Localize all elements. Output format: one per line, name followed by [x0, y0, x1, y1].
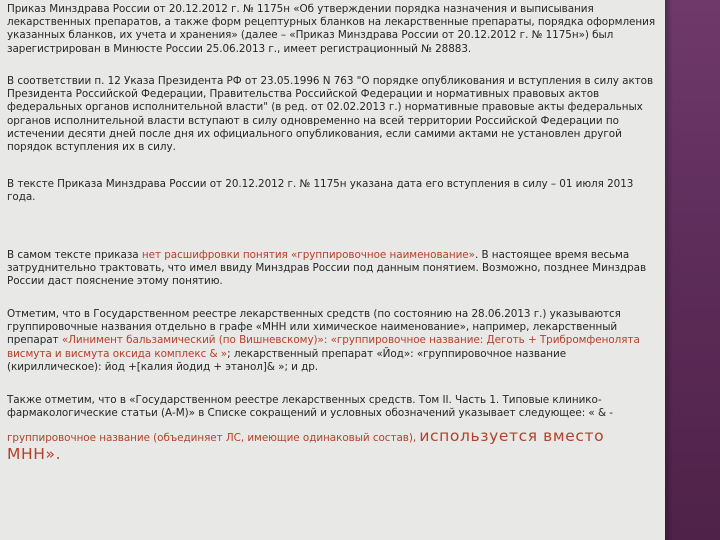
paragraph-order-registration: Приказ Минздрава России от 20.12.2012 г. № 1175н «Об утверждении порядка назначения и выписывания лекарственных препаратов, а также форм рецептурных бланков на лекарственные препараты, порядка оформления указанных бланков, их учета и хранения» (далее – «Приказ Минздрава России от 20.12.2012 г. № 1175н») был зарегистрирован в Минюсте России 25.06.2013 г., имеет регистрационный № 28883.	[7, 3, 656, 55]
p4-highlight: нет расшифровки понятия «группировочное наименование»	[141, 249, 475, 261]
paragraph-decree-entry-into-force: В соответствии п. 12 Указа Президента РФ от 23.05.1996 N 763 "О порядке опубликования и вступления в силу актов Президента Российской Федерации, Правительства Российской Федерации и нормативных правовых актов федеральных органов исполнительной власти" (в ред. от 02.02.2013 г.) нормативные правовые акты федеральных органов исполнительной власти вступают в силу одновременно на всей территории Российской Федерации по истечении десяти дней после дня их официального опубликования, если самими актами не установлен другой порядок вступления их в силу.	[7, 75, 654, 154]
side-band-shadow	[665, 0, 673, 540]
p4-text-after: . В настоящее время весьма затруднительно трактовать, что имел ввиду Минздрав России под данным понятием. Возможно, позднее Минздрав России даст пояснение этому понятию.	[7, 249, 647, 288]
p5-highlight: «Линимент бальзамический (по Вишневскому)»: «группировочное название: Деготь + Трибромфенолята висмута и висмута оксида комплекс & »	[7, 334, 640, 360]
p7-small-text: группировочное название (объединяет ЛС, имеющие одинаковый состав),	[7, 432, 420, 444]
p4-text-before: В самом тексте приказа	[7, 249, 142, 261]
paragraph-register-volume: Также отметим, что в «Государственном реестре лекарственных средств. Том II. Часть 1. Типовые клинико-фармакологические статьи (А-М)» в Списке сокращений и условных обозначений указывает следующее: « & -	[7, 394, 613, 420]
p5-text-part2: ; лекарственный препарат «Йод»: «группировочное название (кириллическое): йод +[калия йодид + этанол]& »; и др.	[7, 347, 567, 373]
paragraph-state-register-example	[7, 308, 659, 374]
paragraph-grouping-name-definition	[7, 427, 659, 463]
decorative-side-band	[665, 0, 720, 540]
paragraph-no-definition	[7, 249, 659, 289]
paragraph-effective-date: В тексте Приказа Минздрава России от 20.12.2012 г. № 1175н указана дата его вступления в силу – 01 июля 2013 года.	[7, 178, 634, 204]
p5-text-part1: Отметим, что в Государственном реестре лекарственных средств (по состоянию на 28.06.2013 г.) указываются группировочные названия отдельно в графе «МНН или химическое наименование», например, лекарственный препарат	[7, 308, 621, 347]
p7-large-text: используется вместо МНН».	[7, 427, 605, 464]
